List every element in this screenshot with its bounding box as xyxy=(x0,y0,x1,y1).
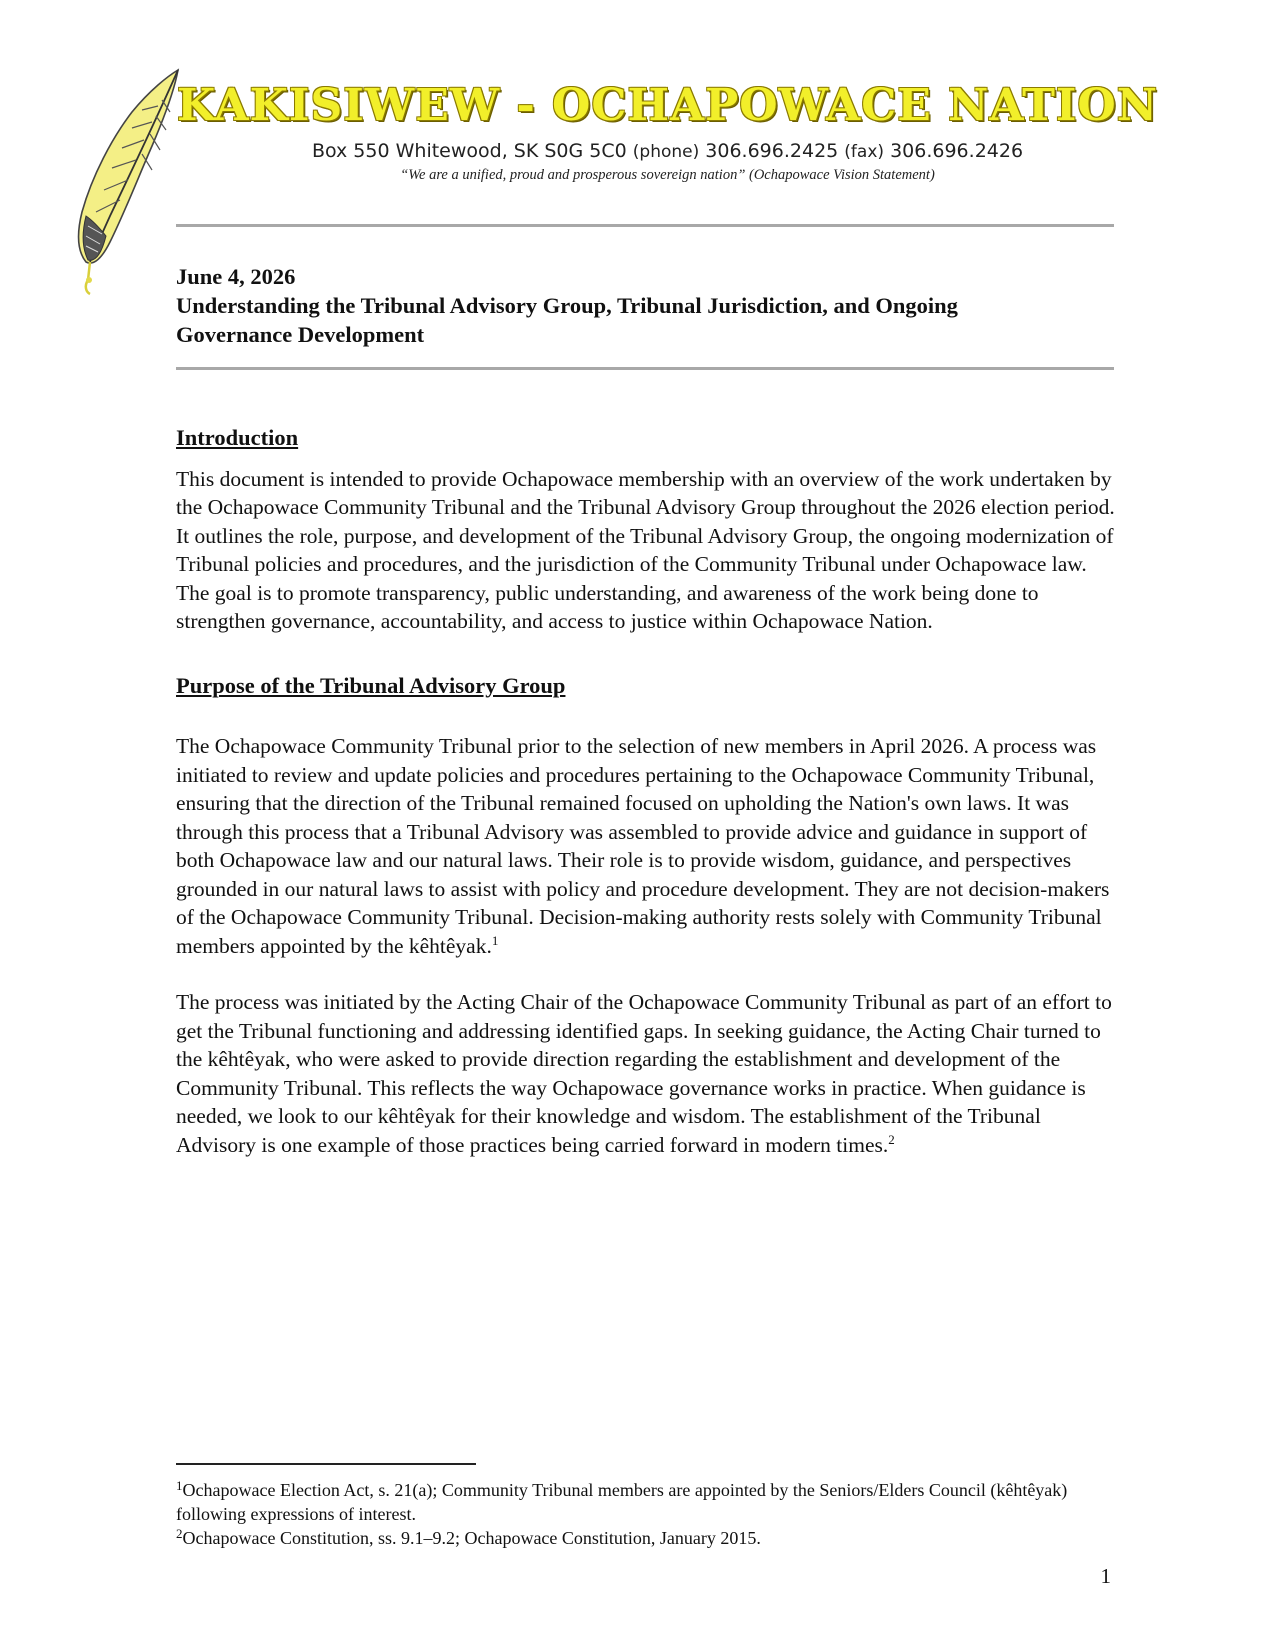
footnotes xyxy=(176,1478,1121,1550)
page-number: 1 xyxy=(1100,1564,1111,1588)
footnote-1 xyxy=(176,1478,1121,1526)
phone-label: (phone) xyxy=(632,142,700,162)
vision-statement: “We are a unified, proud and prosperous sovereign nation” (Ochapowace Vision Statement) xyxy=(400,167,935,183)
org-name: KAKISIWEW - OCHAPOWACE NATION xyxy=(177,80,1158,131)
intro-paragraph: This document is intended to provide Ochapowace membership with an overview of the work undertaken by the Ochapowace Community Tribunal and the Tribunal Advisory Group throughout the 2026 election period. It outlines the role, purpose, and development of the Tribunal Advisory Group, the ongoing modernization of Tribunal policies and procedures, and the jurisdiction of the Community Tribunal under Ochapowace law. The goal is to promote transparency, public understanding, and awareness of the work being done to strengthen governance, accountability, and access to justice within Ochapowace Nation. xyxy=(176,466,1115,633)
document-body xyxy=(176,424,1121,1159)
purpose-paragraph-2-text: The process was initiated by the Acting Chair of the Ochapowace Community Tribunal as part of an effort to get the Tribunal functioning and addressing identified gaps. In seeking guidance, the Acting Chair turned to the kêhtêyak, who were asked to provide direction regarding the establishment and development of the Community Tribunal. This reflects the way Ochapowace governance works in practice. When guidance is needed, we look to our kêhtêyak for their knowledge and wisdom. The establishment of the Tribunal Advisory is one example of those practices being carried forward in modern times. xyxy=(176,990,1112,1157)
footnote-number: 2 xyxy=(176,1526,183,1541)
document-date: June 4, 2026 xyxy=(176,264,296,289)
footnote-number: 1 xyxy=(176,1478,183,1493)
document-header xyxy=(176,262,1076,349)
document-title: Understanding the Tribunal Advisory Group, Tribunal Jurisdiction, and Ongoing Governance Development xyxy=(176,293,958,347)
purpose-paragraph-1-text: The Ochapowace Community Tribunal prior to the selection of new members in April 2026. A process was initiated to review and update policies and procedures pertaining to the Ochapowace Community Tribunal, ensuring that the direction of the Tribunal remained focused on upholding the Nation's own laws. It was through this process that a Tribunal Advisory was assembled to provide advice and guidance in support of both Ochapowace law and our natural laws. Their role is to provide wisdom, guidance, and perspectives grounded in our natural laws to assist with policy and procedure development. They are not decision-makers of the Ochapowace Community Tribunal. Decision-making authority rests solely with Community Tribunal members appointed by the kêhtêyak. xyxy=(176,734,1110,958)
address: Box 550 Whitewood, SK S0G 5C0 xyxy=(311,140,627,162)
purpose-paragraph-2 xyxy=(176,988,1121,1159)
footnote-ref-2[interactable]: 2 xyxy=(888,1131,895,1147)
footnote-text: Ochapowace Election Act, s. 21(a); Community Tribunal members are appointed by the Seniors/Elders Council (kêhtêyak) following expressions of interest. xyxy=(176,1480,1068,1524)
phone-number: 306.696.2425 xyxy=(705,140,839,162)
purpose-heading: Purpose of the Tribunal Advisory Group xyxy=(176,672,566,698)
fax-label: (fax) xyxy=(844,142,885,162)
contact-line xyxy=(0,140,1275,162)
footnote-divider xyxy=(176,1463,476,1465)
title-divider xyxy=(176,367,1114,370)
purpose-paragraph-1 xyxy=(176,732,1121,960)
header-divider xyxy=(176,224,1114,227)
footnote-text: Ochapowace Constitution, ss. 9.1–9.2; Ochapowace Constitution, January 2015. xyxy=(182,1528,761,1548)
footnote-2 xyxy=(176,1526,1121,1550)
intro-heading: Introduction xyxy=(176,425,299,450)
footnote-ref-1[interactable]: 1 xyxy=(491,932,499,948)
fax-number: 306.696.2426 xyxy=(890,140,1024,162)
